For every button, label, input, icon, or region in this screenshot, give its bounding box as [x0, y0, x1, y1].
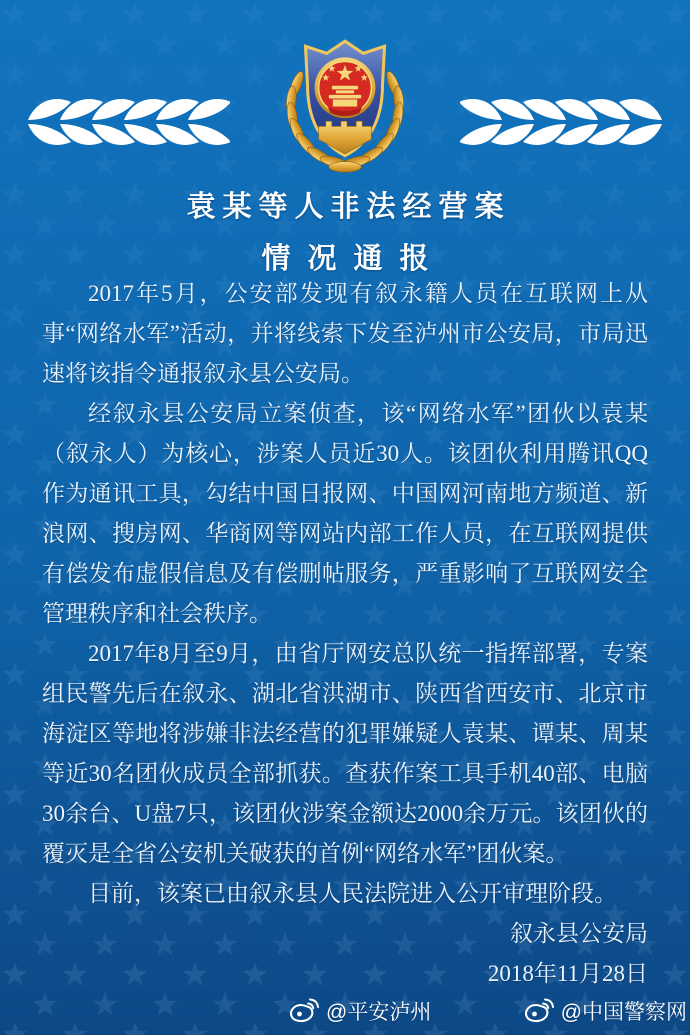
leaf-chevrons-right-icon: [28, 93, 230, 151]
weibo-handle-right: [524, 996, 687, 1026]
notice-body: [42, 274, 648, 994]
weibo-handle-left-label: @平安泸州: [326, 1001, 432, 1024]
issue-date: 2018年11月28日: [487, 961, 648, 986]
paragraph-4: 目前，该案已由叙永县人民法院进入公开审理阶段。: [88, 881, 617, 906]
notice-subtitle: 情况通报: [261, 243, 446, 275]
title-block: [0, 184, 690, 277]
weibo-icon: [524, 998, 554, 1024]
weibo-icon: [289, 998, 319, 1024]
china-police-badge-icon: [269, 26, 421, 178]
case-title: 袁某等人非法经营案: [186, 191, 511, 223]
paragraph-1: 2017年5月，公安部发现有叙永籍人员在互联网上从事“网络水军”活动，并将线索下发至泸州市公安局，市局迅速将该指令通报叙永县公安局。: [42, 281, 648, 386]
leaf-chevrons-left-icon: [460, 93, 662, 151]
weibo-handle-right-label: @中国警察网: [560, 1001, 687, 1024]
issuing-authority: 叙永县公安局: [510, 921, 648, 946]
paragraph-2: 经叙永县公安局立案侦查，该“网络水军”团伙以袁某（叙永人）为核心，涉案人员近30人。该团伙利用腾讯QQ作为通讯工具，勾结中国日报网、中国网河南地方频道、新浪网、搜房网、华商网等网站内部工作人员，在互联网提供有偿发布虚假信息及有偿删帖服务，严重影响了互联网安全管理秩序和社会秩序。: [42, 401, 648, 626]
paragraph-3: 2017年8月至9月，由省厅网安总队统一指挥部署，专案组民警先后在叙永、湖北省洪湖市、陕西省西安市、北京市海淀区等地将涉嫌非法经营的犯罪嫌疑人袁某、谭某、周某等近30名团伙成员全部抓获。查获作案工具手机40部、电脑30余台、U盘7只，该团伙涉案金额达2000余万元。该团伙的覆灭是全省公安机关破获的首例“网络水军”团伙案。: [42, 641, 648, 866]
weibo-handle-left: [289, 996, 431, 1026]
footer: [0, 992, 690, 1026]
